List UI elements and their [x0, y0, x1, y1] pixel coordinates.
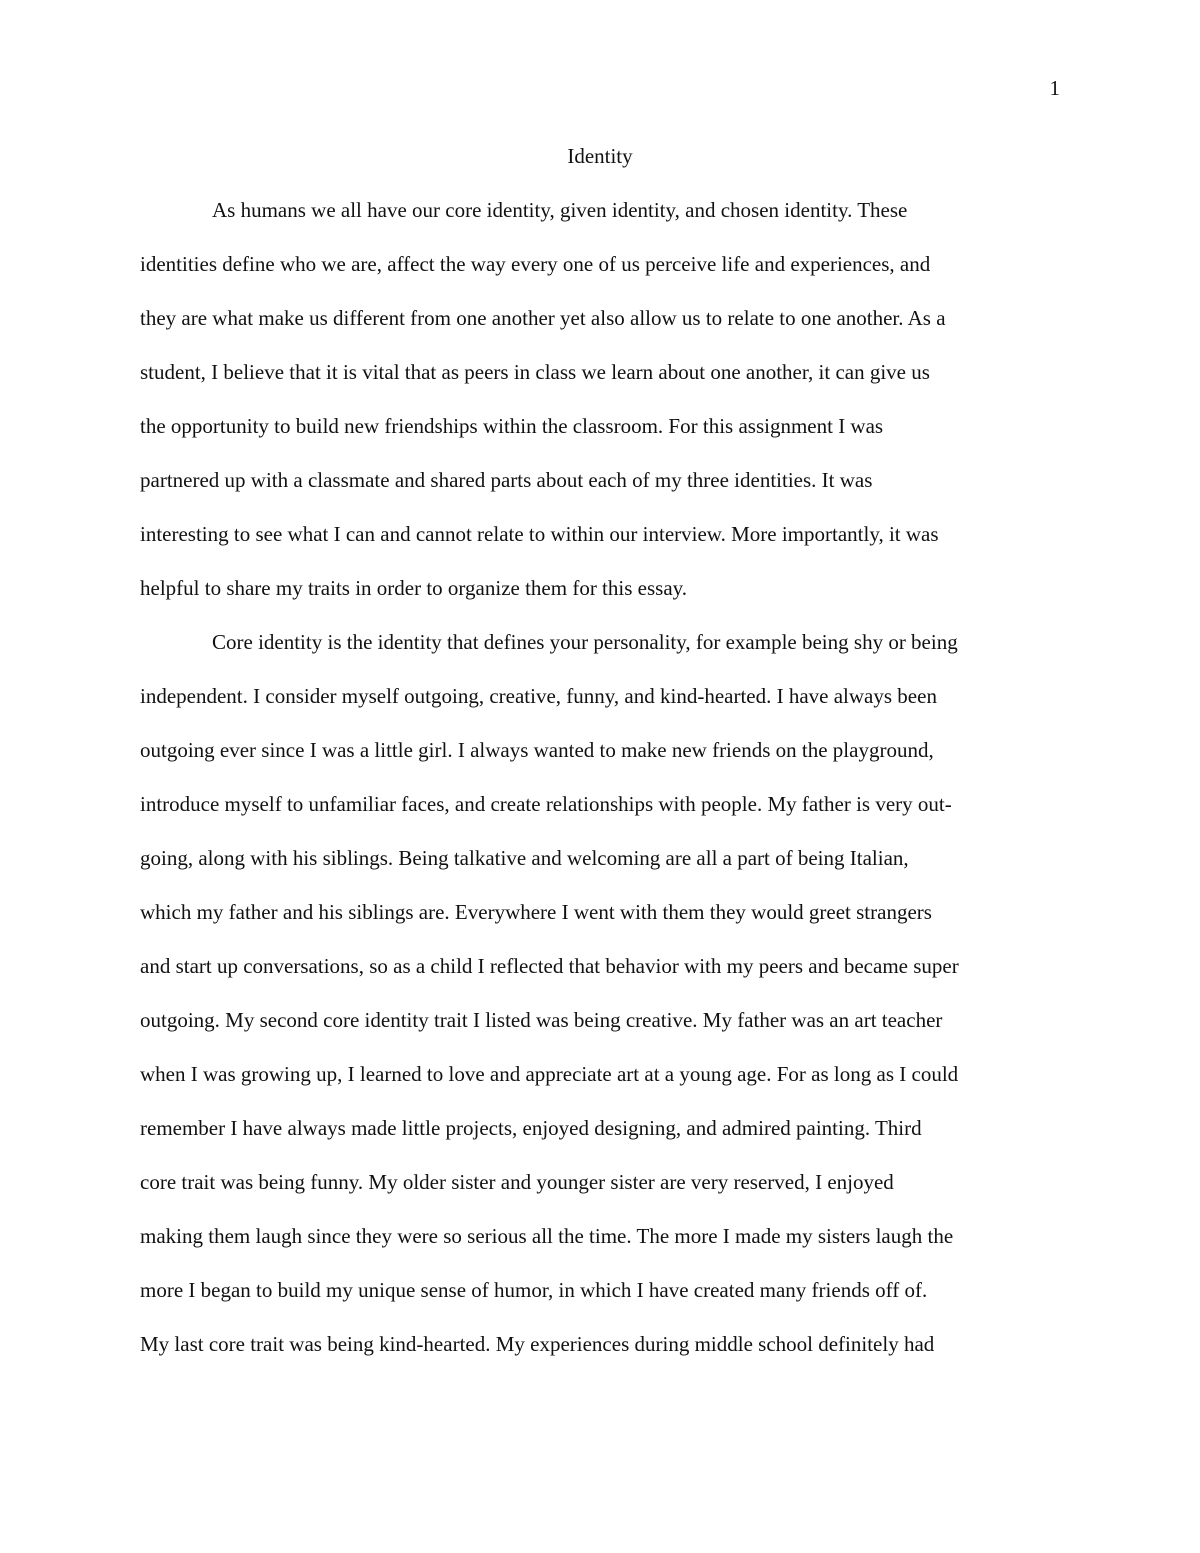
- body-line: they are what make us different from one another yet also allow us to relate to one another. As a: [140, 306, 946, 330]
- body-line: the opportunity to build new friendships within the classroom. For this assignment I was: [140, 414, 884, 438]
- body-line: My last core trait was being kind-hearted. My experiences during middle school definitely had: [140, 1332, 935, 1356]
- body-line: going, along with his siblings. Being talkative and welcoming are all a part of being Italian,: [140, 846, 909, 870]
- body-line: remember I have always made little projects, enjoyed designing, and admired painting. Third: [140, 1116, 922, 1140]
- body-line: identities define who we are, affect the way every one of us perceive life and experiences, and: [140, 252, 931, 276]
- body-line: outgoing ever since I was a little girl. I always wanted to make new friends on the playground,: [140, 738, 934, 762]
- body-line: interesting to see what I can and cannot relate to within our interview. More importantly, it was: [140, 522, 939, 546]
- body-line: As humans we all have our core identity, given identity, and chosen identity. These: [212, 198, 908, 222]
- body-line: helpful to share my traits in order to organize them for this essay.: [140, 576, 688, 600]
- body-line: outgoing. My second core identity trait I listed was being creative. My father was an art teacher: [140, 1008, 943, 1032]
- page-number: 1: [1049, 76, 1060, 100]
- body-line: Core identity is the identity that defines your personality, for example being shy or being: [212, 630, 958, 654]
- body-line: introduce myself to unfamiliar faces, and create relationships with people. My father is very out-: [140, 792, 952, 816]
- body-line: and start up conversations, so as a child I reflected that behavior with my peers and became super: [140, 954, 959, 978]
- body-line: core trait was being funny. My older sister and younger sister are very reserved, I enjoyed: [140, 1170, 894, 1194]
- body-line: student, I believe that it is vital that as peers in class we learn about one another, it can give us: [140, 360, 930, 384]
- essay-title: Identity: [567, 144, 633, 168]
- body-line: partnered up with a classmate and shared parts about each of my three identities. It was: [140, 468, 873, 492]
- body-line: which my father and his siblings are. Everywhere I went with them they would greet strangers: [140, 900, 932, 924]
- body-line: independent. I consider myself outgoing, creative, funny, and kind-hearted. I have always been: [140, 684, 937, 708]
- body-line: more I began to build my unique sense of humor, in which I have created many friends off of.: [140, 1278, 928, 1302]
- body-line: when I was growing up, I learned to love and appreciate art at a young age. For as long as I could: [140, 1062, 959, 1086]
- body-line: making them laugh since they were so serious all the time. The more I made my sisters laugh the: [140, 1224, 954, 1248]
